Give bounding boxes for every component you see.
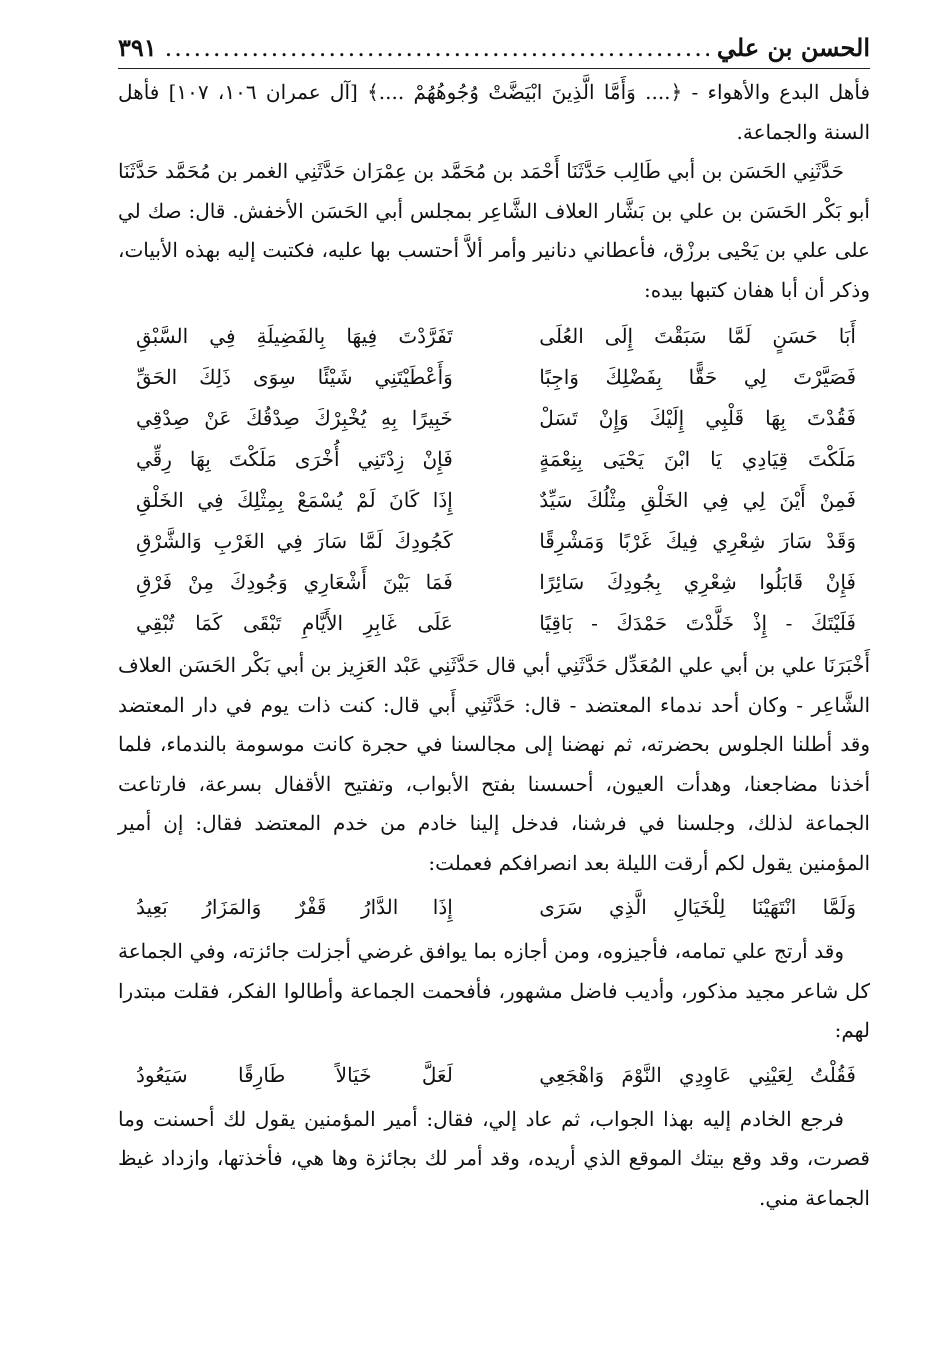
- poem-verse: [118, 603, 870, 644]
- page-number: ٣٩١: [118, 33, 157, 62]
- verse-second-hemistich: إِذَا كَانَ لَمْ يُسْمَعْ بِمِثْلِكَ فِي الخَلْقِ: [136, 488, 453, 512]
- poem-verse: [118, 480, 870, 521]
- verse-first-hemistich: فَقُلْتُ لِعَيْنِي عَاوِدِي النَّوْمَ وَاهْجَعِي: [539, 1062, 856, 1087]
- verse-first-hemistich: فَصَيَّرْتَ لِي حَقًّا بِفَضْلِكَ وَاجِبًا: [539, 365, 856, 389]
- running-header: [118, 30, 870, 69]
- verse-first-hemistich: أَبَا حَسَنٍ لَمَّا سَبَقْتَ إِلَى العُلَى: [539, 324, 856, 348]
- verse-second-hemistich: تَفَرَّدْتَ فِيهَا بِالفَضِيلَةِ فِي السَّبْقِ: [136, 324, 453, 348]
- verse-second-hemistich: كَجُودِكَ لَمَّا سَارَ فِي الغَرْبِ وَالشَّرْقِ: [136, 529, 453, 553]
- verse-second-hemistich: خَبِيرًا بِهِ يُخْبِرْكَ صِدْقُكَ عَنْ صِدْقِي: [136, 406, 453, 430]
- verse-second-hemistich: إِذَا الدَّارُ قَفْرٌ وَالمَزَارُ بَعِيدُ: [136, 895, 453, 919]
- poem-verse: [118, 521, 870, 562]
- header-title: الحسن بن علي: [716, 33, 870, 62]
- poem-verse: [118, 398, 870, 439]
- paragraph-2: حَدَّثَنِي الحَسَن بن أبي طَالِب حَدَّثَنَا أَحْمَد بن مُحَمَّد بن عِمْرَان حَدَّثَنِي الغمر بن مُحَمَّد حَدَّثَنَا أبو بَكْر الحَسَن بن علي بن بَشَّار العلاف الشَّاعِر بمجلس أبي الحَسَن الأخفش. قال: صك لي على علي بن يَحْيى برزْق، فأعطاني دنانير وأمر ألاَّ أحتسب بها عليه، فكتبت إليه بهذه الأبيات، وذكر أن أبا هفان كتبها بيده:: [118, 159, 870, 302]
- verse-second-hemistich: فَمَا بَيْنَ أَشْعَارِي وَجُودِكَ مِنْ فَرْقِ: [136, 570, 453, 594]
- verse-first-hemistich: فَإِنْ قَابَلُوا شِعْرِي بِجُودِكَ سَائِرًا: [539, 570, 856, 594]
- verse-second-hemistich: عَلَى غَابِرِ الأَيَّامِ تَبْقَى كَمَا تُبْقِي: [136, 611, 453, 635]
- paragraph-1: فأهل البدع والأهواء - ﴿.... وَأَمَّا الَّذِينَ ابْيَضَّتْ وُجُوهُهُمْ ....﴾ [آل عمران ١٠٦، ١٠٧] فأهل السنة والجماعة.: [118, 80, 871, 144]
- leader-dots: [165, 30, 709, 66]
- verse-second-hemistich: فَإِنْ زِدْتَنِي أُخْرَى مَلَكْتَ بِهَا رِقِّي: [136, 447, 453, 471]
- verse-second-hemistich: وَأَعْطَيْتَنِي شَيْئًا سِوَى ذَلِكَ الحَقِّ: [136, 365, 453, 389]
- paragraph-4: وقد أرتج علي تمامه، فأجيزوه، ومن أجازه بما يوافق غرضي أجزلت جائزته، وفي الجماعة كل شاعر مجيد مذكور، وأديب فاضل مشهور، فأفحمت الجماعة وأطالوا الفكر، فقلت مبتدرا لهم:: [118, 939, 870, 1042]
- poem: [118, 316, 870, 644]
- reply-verse: [118, 1055, 870, 1096]
- poem-verse: [118, 562, 870, 603]
- verse-first-hemistich: مَلَكْتَ قِيَادِي يَا ابْنَ يَحْيَى بِنِعْمَةٍ: [539, 447, 856, 471]
- verse-first-hemistich: فَمِنْ أَيْنَ لِي فِي الخَلْقِ مِثْلُكَ سَيِّدٌ: [539, 488, 856, 512]
- paragraph-3: أَخْبَرَنَا علي بن أبي علي المُعَدِّل حَدَّثَنِي أبي قال حَدَّثَنِي عَبْد العَزِيز بن أبي بَكْر الحَسَن العلاف الشَّاعِر - وكان أحد ندماء المعتضد - قال: حَدَّثَنِي أَبي قال: كنت ذات يوم في دار المعتضد وقد أطلنا الجلوس بحضرته، ثم نهضنا إلى مجالسنا في حجرة كانت موسومة بالندماء، فلما أخذنا مضاجعنا، وهدأت العيون، أحسسنا بفتح الأبواب، وتفتيح الأقفال بسرعة، فارتاعت الجماعة لذلك، وجلسنا في فرشنا، فدخل إلينا خادم من خدم المعتضد فقال: إن أمير المؤمنين يقول لكم أرقت الليلة بعد انصرافكم فعملت:: [118, 653, 870, 875]
- verse-first-hemistich: وَقَدْ سَارَ شِعْرِي فِيكَ غَرْبًا وَمَشْرِقًا: [539, 529, 856, 553]
- verse-first-hemistich: فَلَيْتَكَ - إِذْ خَلَّدْتَ حَمْدَكَ - بَاقِيًا: [539, 611, 856, 635]
- verse-second-hemistich: لَعَلَّ خَيَالاً طَارِقًا سَيَعُودُ: [136, 1062, 453, 1087]
- caliph-verse: [118, 887, 870, 928]
- verse-first-hemistich: فَقُدْتَ بِهَا قَلْبِي إِلَيْكَ وَإِنْ تَسَلْ: [539, 406, 856, 430]
- poem-verse: [118, 357, 870, 398]
- verse-first-hemistich: وَلَمَّا انْتَهَيْنَا لِلْخَيَالِ الَّذِي سَرَى: [539, 895, 856, 919]
- poem-verse: [118, 316, 870, 357]
- poem-verse: [118, 439, 870, 480]
- paragraph-5: فرجع الخادم إليه بهذا الجواب، ثم عاد إلي، فقال: أمير المؤمنين يقول لك أحسنت وما قصرت، وقد وقع بيتك الموقع الذي أريده، وقد أمر لك بجائزة وها هي، فأخذتها، وازداد غيظ الجماعة مني.: [118, 1106, 870, 1210]
